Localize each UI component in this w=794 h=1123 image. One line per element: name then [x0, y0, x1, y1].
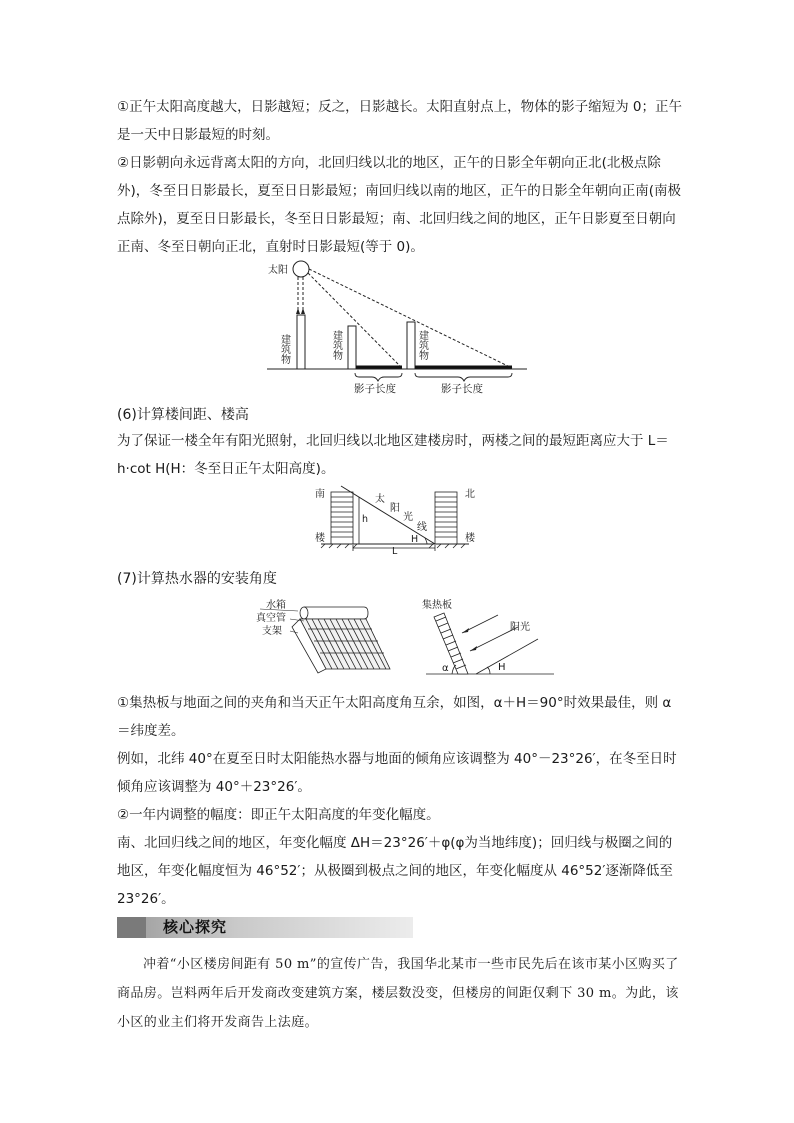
angle-label: H	[411, 534, 419, 545]
banner-title: 核心探究	[163, 918, 228, 936]
building-label-1: 建筑物	[278, 334, 290, 364]
water-tank	[304, 607, 368, 619]
ray-char-4: 线	[417, 522, 427, 533]
building-label-2: 建筑物	[330, 330, 342, 360]
building-3	[407, 322, 415, 369]
collector-label: 集热板	[422, 600, 452, 611]
north-label: 北	[465, 489, 475, 500]
section-6-text: 为了保证一楼全年有阳光照射，北回归线以北地区建楼房时，两楼之间的最短距离应大于 L＝h·cot H(H：冬至日正午太阳高度)。	[117, 433, 669, 477]
tube-label: 真空管	[256, 613, 286, 624]
stand-label: 支架	[262, 626, 282, 637]
ray-char-3: 光	[403, 512, 413, 523]
paragraph-annual-variation: 南、北回归线之间的地区，年变化幅度 ΔH＝23°26′＋φ(φ为当地纬度)；回归线与极圈之间的地区，年变化幅度恒为 46°52′；从极圈到极点之间的地区，年变化幅度从 46°52′逐渐降低至 23°26′。	[117, 835, 673, 907]
collector-panel	[434, 613, 468, 674]
paragraph-shadow-direction: ②日影朝向永远背离太阳的方向，北回归线以北的地区，正午的日影全年朝向正北(北极点除外)，冬至日日影最长，夏至日日影最短；南回归线以南的地区，正午的日影全年朝向正南(南极点除外)，夏至日日影最长，冬至日日影最短；南、北回归线之间的地区，正午日影夏至日朝向正南、冬至日朝向正北，直射时日影最短(等于 0)。	[117, 155, 682, 255]
paragraph-example: 例如，北纬 40°在夏至日时太阳能热水器与地面的倾角应该调整为 40°－23°26′，在冬至日时倾角应该调整为 40°＋23°26′。	[117, 751, 677, 795]
ray-char-1: 太	[375, 494, 385, 505]
building-2	[348, 326, 356, 369]
shadow-length-label-2: 影子长度	[441, 383, 483, 395]
south-label: 南	[315, 489, 325, 500]
south-building-label: 楼	[315, 533, 325, 544]
sun-label: 太阳	[268, 265, 288, 276]
building-label-3: 建筑物	[416, 330, 428, 360]
paragraph-collector-angle: ①集热板与地面之间的夹角和当天正午太阳高度角互余，如图，α＋H＝90°时效果最佳，则 α＝纬度差。	[117, 695, 672, 739]
shadow-length-diagram	[262, 256, 530, 398]
north-building	[435, 492, 457, 544]
water-heater-diagram	[256, 597, 556, 679]
paragraph-shadow-length: ①正午太阳高度越大，日影越短；反之，日影越长。太阳直射点上，物体的影子缩短为 0；正午是一天中日影最短的时刻。	[117, 99, 682, 143]
section-7-heading: (7)计算热水器的安装角度	[117, 571, 277, 587]
sun-ray-line	[341, 486, 435, 544]
alpha-label: α	[442, 663, 449, 674]
tank-label: 水箱	[266, 600, 286, 611]
building-spacing-diagram	[313, 484, 483, 556]
section-banner	[117, 917, 413, 938]
building-1	[297, 315, 305, 369]
ray-char-2: 阳	[390, 503, 400, 514]
sunlight-label: 阳光	[510, 622, 530, 633]
north-building-label: 楼	[465, 533, 475, 544]
shadow-length-label-1: 影子长度	[354, 383, 396, 395]
case-story-text: 冲着“小区楼房间距有 50 m”的宣传广告，我国华北某市一些市民先后在该市某小区购买了商品房。岂料两年后开发商改变建筑方案，楼层数没变，但楼房的间距仅剩下 30 m。为此，该小区的业主们将开发商告上法庭。	[117, 957, 679, 1030]
sunlight-ray-3	[476, 639, 538, 674]
banner-accent	[117, 917, 146, 938]
south-building	[331, 492, 353, 544]
sun-height-label: H	[498, 662, 506, 673]
section-6-heading: (6)计算楼间距、楼高	[117, 407, 249, 423]
height-label: h	[362, 514, 369, 525]
sun-icon	[293, 261, 309, 277]
distance-label: L	[392, 546, 398, 556]
paragraph-adjustment-range: ②一年内调整的幅度：即正午太阳高度的年变化幅度。	[117, 807, 440, 823]
